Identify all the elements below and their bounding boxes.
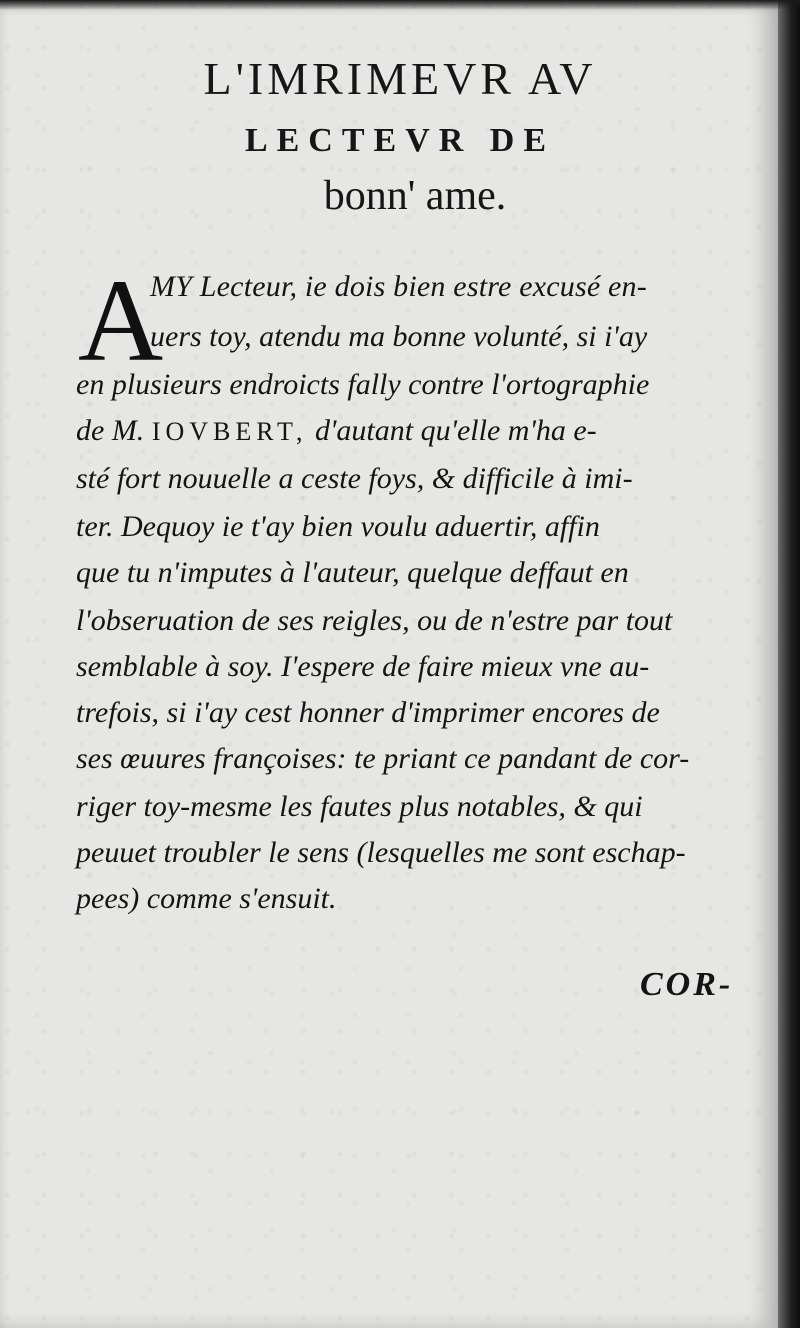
catchword: COR- <box>640 966 734 1003</box>
text-line: ter. Dequoy ie t'ay bien voulu aduertir, affin <box>76 510 600 543</box>
text-line: ses œuures françoises: te priant ce pandant de cor- <box>76 742 690 775</box>
text-line <box>76 416 597 446</box>
text-line: uers toy, atendu ma bonne volunté, si i'ay <box>150 320 648 353</box>
text-line: l'obseruation de ses reigles, ou de n'estre par tout <box>76 604 673 637</box>
text-line: sté fort nouuelle a ceste foys, & difficile à imi- <box>76 462 633 495</box>
text-line: que tu n'imputes à l'auteur, quelque deffaut en <box>76 556 629 589</box>
top-edge-shadow <box>0 0 800 10</box>
text-line: peuuet troubler le sens (lesquelles me sont eschap- <box>76 836 686 869</box>
text-line: trefois, si i'ay cest honner d'imprimer encores de <box>76 696 660 729</box>
drop-cap: A <box>78 255 164 386</box>
text-line: semblable à soy. I'espere de faire mieux vne au- <box>76 650 650 683</box>
text-segment: de M. <box>76 414 145 447</box>
heading-line-3: bonn' ame. <box>323 173 507 219</box>
page-edge-shadow <box>778 0 800 1328</box>
text-line: en plusieurs endroicts fally contre l'ortographie <box>76 368 650 401</box>
author-name: IOVBERT, <box>151 417 308 446</box>
heading-line-1: L'IMRIMEVR AV <box>203 53 597 104</box>
text-segment: d'autant qu'elle m'ha e- <box>314 414 597 447</box>
text-line: pees) comme s'ensuit. <box>76 882 337 915</box>
text-line: MY Lecteur, ie dois bien estre excusé en- <box>150 270 647 303</box>
text-line: riger toy-mesme les fautes plus notables, & qui <box>76 790 643 823</box>
heading-line-2: LECTEVR DE <box>244 122 556 159</box>
